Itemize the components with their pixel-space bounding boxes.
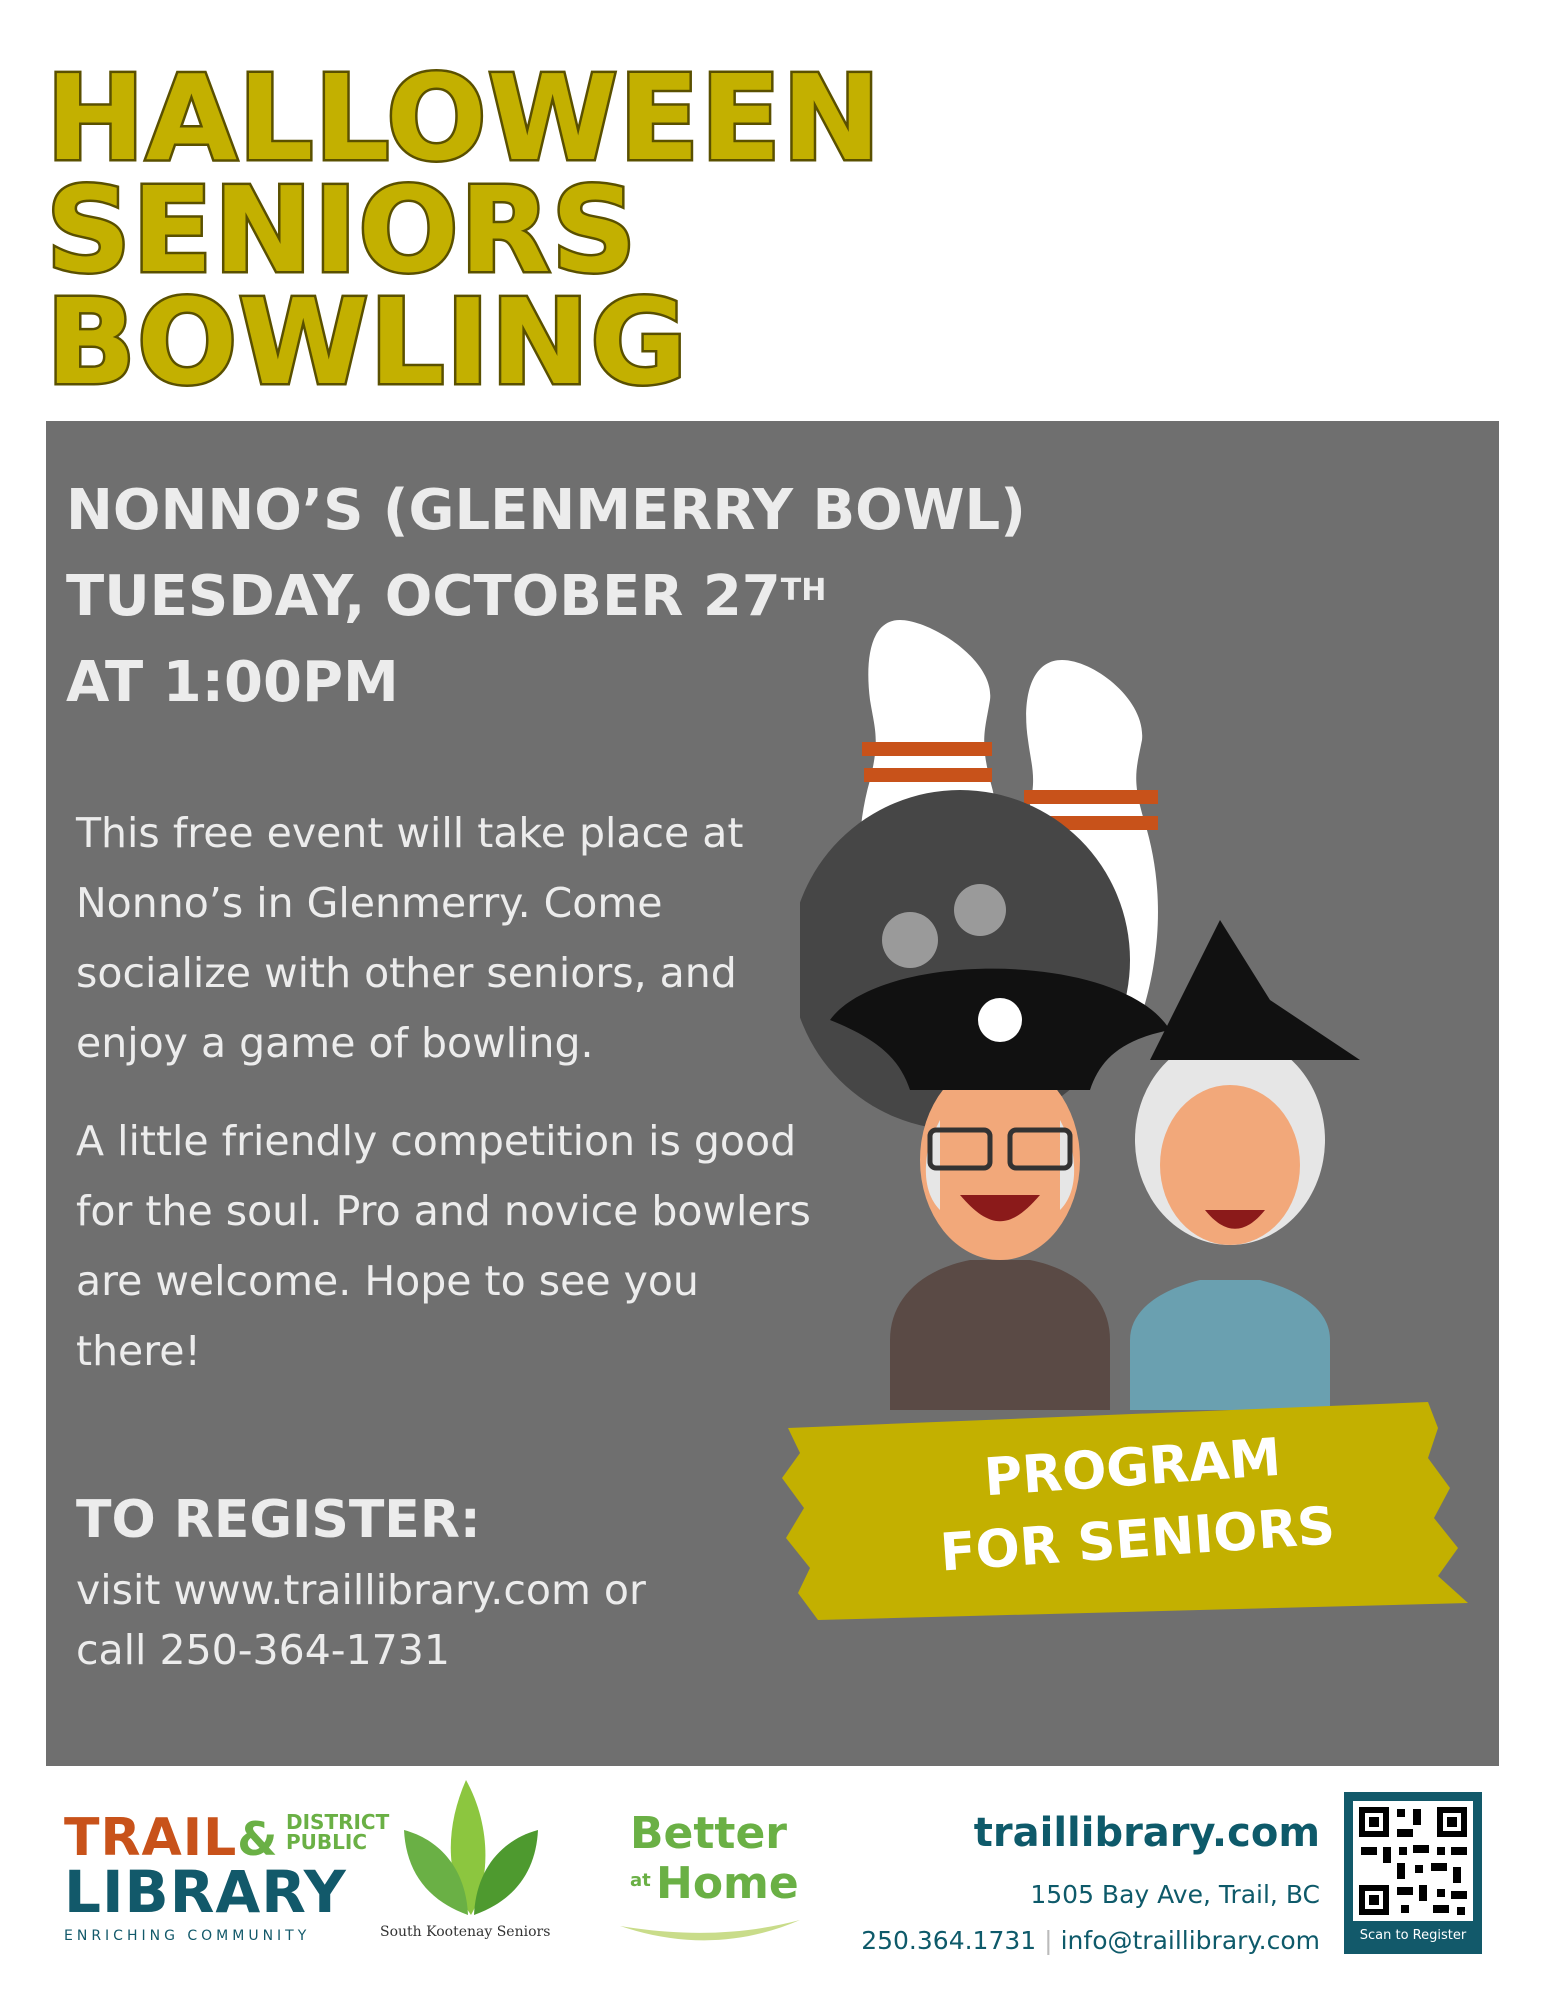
logo-ampersand: & <box>237 1812 278 1866</box>
event-date-text: TUESDAY, OCTOBER 27 <box>66 564 781 629</box>
south-kootenay-seniors-logo[interactable] <box>380 1770 586 1940</box>
logo-tagline: ENRICHING COMMUNITY <box>64 1928 311 1944</box>
footer-email[interactable]: info@traillibrary.com <box>1060 1926 1320 1955</box>
register-heading: TO REGISTER: <box>76 1490 481 1550</box>
title-line-3: BOWLING <box>46 273 689 411</box>
seniors-name: South Kootenay Seniors <box>380 1924 551 1940</box>
program-banner-label <box>911 1417 1360 1591</box>
description-paragraph-2: A little friendly competition is good for the soul. Pro and novice bowlers are welcome. Hope to see you there! <box>76 1117 811 1375</box>
seniors-bowling-illustration <box>800 620 1400 1420</box>
logo-public: PUBLIC <box>286 1830 368 1854</box>
senior-woman-icon <box>1130 920 1360 1410</box>
event-title <box>46 49 882 411</box>
footer-phone[interactable]: 250.364.1731 <box>861 1926 1037 1955</box>
footer-separator: | <box>1044 1926 1053 1955</box>
logo-home: Home <box>656 1858 799 1909</box>
logo-better: Better <box>630 1808 787 1859</box>
register-instructions <box>76 1560 646 1680</box>
qr-code-icon <box>1353 1801 1473 1921</box>
logo-district: DISTRICT <box>286 1810 390 1834</box>
footer-website[interactable]: traillibrary.com <box>973 1810 1320 1856</box>
logo-trail-word: TRAIL <box>64 1808 238 1868</box>
trail-library-logo[interactable] <box>64 1808 390 1944</box>
swoosh-icon <box>620 1916 800 1946</box>
title-line-1: HALLOWEEN <box>46 49 882 187</box>
logo-at: at <box>630 1870 651 1891</box>
register-website[interactable]: visit www.traillibrary.com or <box>76 1566 646 1614</box>
senior-man-icon <box>830 969 1170 1410</box>
logo-library-word: LIBRARY <box>64 1858 347 1926</box>
description-paragraph-1: This free event will take place at Nonno’s in Glenmerry. Come socialize with other seniors, and enjoy a game of bowling. <box>76 809 744 1067</box>
event-venue: NONNO’S (GLENMERRY BOWL) <box>66 478 1026 543</box>
logo-district-public <box>286 1812 389 1852</box>
banner-line-1: PROGRAM <box>982 1427 1283 1509</box>
footer-contact <box>820 1926 1320 1955</box>
qr-label: Scan to Register <box>1359 1928 1467 1943</box>
qr-code[interactable] <box>1344 1792 1482 1954</box>
title-line-2: SENIORS <box>46 161 638 299</box>
register-phone[interactable]: call 250-364-1731 <box>76 1626 450 1674</box>
banner-line-2: FOR SENIORS <box>938 1496 1337 1584</box>
event-date-suffix: TH <box>780 573 827 608</box>
event-time: AT 1:00PM <box>66 650 399 715</box>
footer-address: 1505 Bay Ave, Trail, BC <box>1030 1880 1320 1909</box>
leaves-icon <box>386 1770 556 1920</box>
